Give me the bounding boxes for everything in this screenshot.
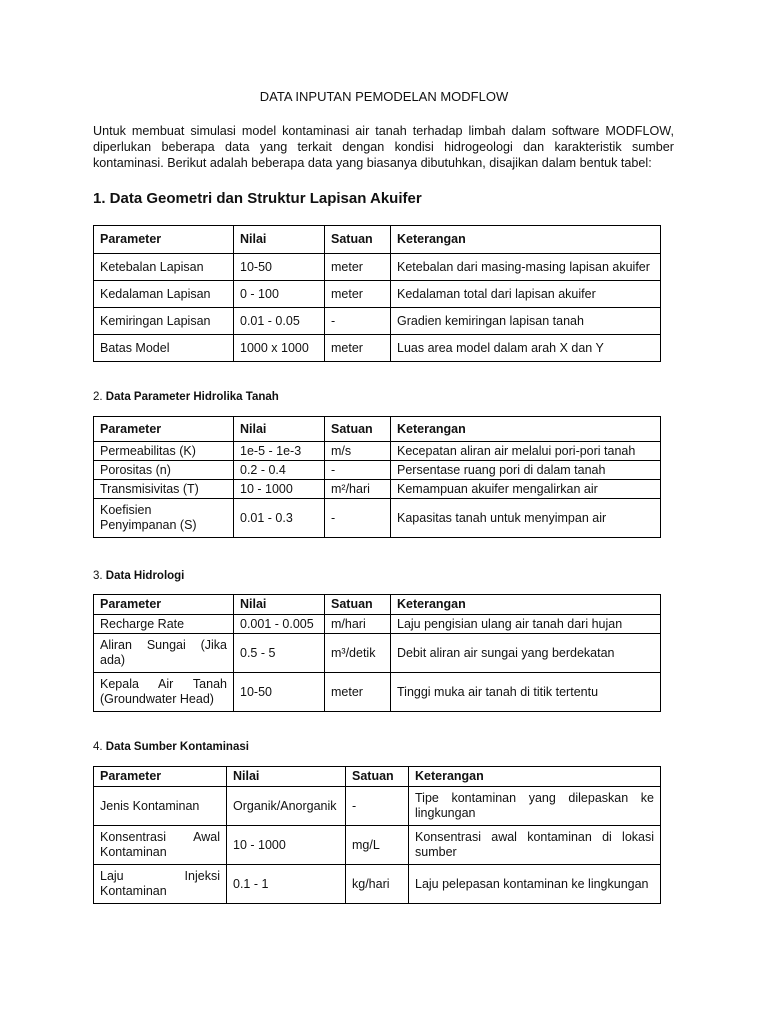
header-parameter: Parameter (94, 226, 234, 254)
header-nilai: Nilai (234, 595, 325, 615)
cell-keterangan: Kemampuan akuifer mengalirkan air (391, 480, 661, 499)
table-row (94, 335, 661, 362)
cell-parameter: Transmisivitas (T) (94, 480, 234, 499)
section-3-heading (93, 569, 184, 583)
table-row (94, 615, 661, 634)
header-nilai: Nilai (227, 767, 346, 787)
table-row (94, 461, 661, 480)
cell-nilai: 10 - 1000 (234, 480, 325, 499)
table-header-row (94, 767, 661, 787)
section-3-number: 3. (93, 570, 103, 582)
cell-satuan: m/s (325, 442, 391, 461)
cell-satuan: meter (325, 335, 391, 362)
cell-parameter: Kemiringan Lapisan (94, 308, 234, 335)
cell-nilai: 0.01 - 0.3 (234, 499, 325, 538)
cell-parameter: Kedalaman Lapisan (94, 281, 234, 308)
cell-nilai: 10-50 (234, 673, 325, 712)
cell-keterangan: Laju pengisian ulang air tanah dari hujan (391, 615, 661, 634)
header-nilai: Nilai (234, 226, 325, 254)
cell-parameter: Konsentrasi Awal Kontaminan (94, 826, 227, 865)
cell-satuan: mg/L (346, 826, 409, 865)
intro-paragraph: Untuk membuat simulasi model kontaminasi air tanah terhadap limbah dalam software MODFLOW, diperlukan beberapa data yang terkait dengan kondisi hidrogeologi dan karakteristik sumber kontaminasi. Berikut adalah beberapa data yang biasanya dibutuhkan, disajikan dalam bentuk tabel: (93, 124, 674, 170)
cell-parameter: Recharge Rate (94, 615, 234, 634)
cell-satuan: meter (325, 254, 391, 281)
header-parameter: Parameter (94, 417, 234, 442)
table-row (94, 634, 661, 673)
table-header-row (94, 595, 661, 615)
cell-nilai: 0 - 100 (234, 281, 325, 308)
cell-parameter: Koefisien Penyimpanan (S) (94, 499, 234, 538)
header-satuan: Satuan (325, 417, 391, 442)
cell-nilai: 0.2 - 0.4 (234, 461, 325, 480)
section-4-heading (93, 740, 249, 754)
table-row (94, 499, 661, 538)
cell-keterangan: Luas area model dalam arah X dan Y (391, 335, 661, 362)
cell-parameter: Aliran Sungai (Jika ada) (94, 634, 234, 673)
cell-nilai: 10 - 1000 (227, 826, 346, 865)
section-2-number: 2. (93, 391, 103, 403)
cell-parameter: Laju Injeksi Kontaminan (94, 865, 227, 904)
section-4-title: Data Sumber Kontaminasi (105, 741, 249, 753)
header-satuan: Satuan (325, 226, 391, 254)
table-row (94, 826, 661, 865)
cell-keterangan: Tinggi muka air tanah di titik tertentu (391, 673, 661, 712)
header-parameter: Parameter (94, 767, 227, 787)
cell-nilai: 0.001 - 0.005 (234, 615, 325, 634)
table-kontaminasi (93, 766, 661, 904)
cell-satuan: m³/detik (325, 634, 391, 673)
cell-keterangan: Laju pelepasan kontaminan ke lingkungan (409, 865, 661, 904)
table-row (94, 442, 661, 461)
cell-parameter: Batas Model (94, 335, 234, 362)
cell-parameter: Porositas (n) (94, 461, 234, 480)
header-satuan: Satuan (346, 767, 409, 787)
section-1-heading: 1. Data Geometri dan Struktur Lapisan Akuifer (93, 190, 422, 207)
header-parameter: Parameter (94, 595, 234, 615)
table-row (94, 254, 661, 281)
section-4-number: 4. (93, 741, 103, 753)
table-hidrologi (93, 594, 661, 712)
section-2-heading (93, 390, 279, 404)
cell-nilai: 1000 x 1000 (234, 335, 325, 362)
header-keterangan: Keterangan (391, 226, 661, 254)
cell-keterangan: Kapasitas tanah untuk menyimpan air (391, 499, 661, 538)
cell-satuan: - (325, 499, 391, 538)
section-2-title: Data Parameter Hidrolika Tanah (105, 391, 279, 403)
table-header-row (94, 226, 661, 254)
table-row (94, 787, 661, 826)
header-keterangan: Keterangan (391, 595, 661, 615)
cell-satuan: kg/hari (346, 865, 409, 904)
cell-parameter: Ketebalan Lapisan (94, 254, 234, 281)
header-keterangan: Keterangan (409, 767, 661, 787)
cell-keterangan: Konsentrasi awal kontaminan di lokasi sumber (409, 826, 661, 865)
cell-satuan: - (325, 461, 391, 480)
cell-parameter: Permeabilitas (K) (94, 442, 234, 461)
cell-keterangan: Kedalaman total dari lapisan akuifer (391, 281, 661, 308)
cell-nilai: 1e-5 - 1e-3 (234, 442, 325, 461)
cell-satuan: m/hari (325, 615, 391, 634)
cell-keterangan: Gradien kemiringan lapisan tanah (391, 308, 661, 335)
cell-nilai: 0.5 - 5 (234, 634, 325, 673)
document-title: DATA INPUTAN PEMODELAN MODFLOW (259, 89, 509, 104)
cell-parameter: Jenis Kontaminan (94, 787, 227, 826)
cell-satuan: - (346, 787, 409, 826)
table-row (94, 480, 661, 499)
cell-satuan: meter (325, 673, 391, 712)
cell-keterangan: Debit aliran air sungai yang berdekatan (391, 634, 661, 673)
cell-nilai: 0.01 - 0.05 (234, 308, 325, 335)
table-header-row (94, 417, 661, 442)
header-keterangan: Keterangan (391, 417, 661, 442)
table-row (94, 865, 661, 904)
table-row (94, 281, 661, 308)
cell-satuan: meter (325, 281, 391, 308)
cell-parameter: Kepala Air Tanah (Groundwater Head) (94, 673, 234, 712)
section-3-title: Data Hidrologi (105, 570, 185, 582)
cell-satuan: - (325, 308, 391, 335)
table-row (94, 308, 661, 335)
cell-nilai: 10-50 (234, 254, 325, 281)
header-nilai: Nilai (234, 417, 325, 442)
table-hidrolika (93, 416, 661, 538)
cell-nilai: Organik/Anorganik (227, 787, 346, 826)
cell-keterangan: Persentase ruang pori di dalam tanah (391, 461, 661, 480)
cell-nilai: 0.1 - 1 (227, 865, 346, 904)
table-row (94, 673, 661, 712)
cell-keterangan: Kecepatan aliran air melalui pori-pori tanah (391, 442, 661, 461)
header-satuan: Satuan (325, 595, 391, 615)
cell-keterangan: Ketebalan dari masing-masing lapisan akuifer (391, 254, 661, 281)
table-geometri (93, 225, 661, 362)
cell-satuan: m²/hari (325, 480, 391, 499)
cell-keterangan: Tipe kontaminan yang dilepaskan ke lingkungan (409, 787, 661, 826)
